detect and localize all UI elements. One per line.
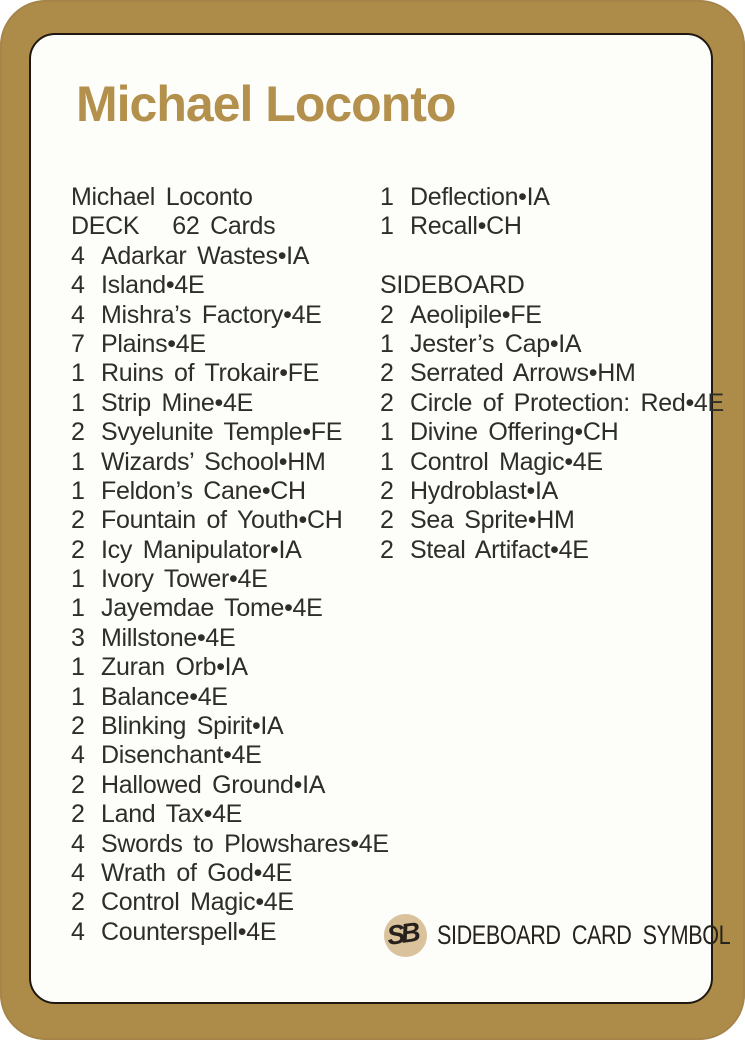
entry-qty: 1	[71, 388, 85, 417]
entry-qty: 2	[380, 506, 394, 535]
deck-entry	[71, 448, 389, 477]
entry-qty: 2	[71, 770, 85, 799]
entry-name-set: Wizards’ School•HM	[101, 447, 326, 476]
deck-entry	[71, 918, 389, 947]
deck-entry	[71, 741, 389, 770]
entry-qty: 1	[380, 212, 394, 241]
entry-name-set: Adarkar Wastes•IA	[101, 241, 310, 270]
entry-name-set: Fountain of Youth•CH	[101, 506, 343, 535]
entry-qty: 1	[71, 565, 85, 594]
sideboard-symbol-legend	[384, 914, 745, 957]
entry-name-set: Icy Manipulator•IA	[101, 535, 302, 564]
entry-name-set: Jester’s Cap•IA	[410, 329, 582, 358]
entry-qty: 3	[71, 623, 85, 652]
entry-name-set: Svyelunite Temple•FE	[101, 418, 343, 447]
deck-entry	[380, 359, 724, 388]
entry-qty: 1	[71, 359, 85, 388]
deck-entry	[380, 212, 724, 241]
entry-qty: 2	[71, 712, 85, 741]
deck-label: DECK	[71, 212, 140, 241]
entry-name-set: Ruins of Trokair•FE	[101, 359, 320, 388]
sideboard-header: SIDEBOARD	[380, 271, 525, 300]
main-deck-overflow-list	[380, 183, 724, 242]
entry-name-set: Deflection•IA	[410, 183, 550, 211]
deck-entry	[380, 418, 724, 447]
entry-qty: 1	[380, 447, 394, 476]
entry-qty: 1	[71, 682, 85, 711]
entry-name-set: Steal Artifact•4E	[410, 535, 589, 564]
card-face	[29, 33, 731, 1004]
deck-entry	[71, 242, 389, 271]
entry-qty: 1	[71, 594, 85, 623]
deck-entry	[380, 301, 724, 330]
deck-entry	[71, 301, 389, 330]
deck-entry	[71, 594, 389, 623]
entry-qty: 2	[380, 388, 394, 417]
entry-qty: 2	[71, 800, 85, 829]
deck-count: 62 Cards	[172, 212, 276, 241]
deck-entry	[71, 624, 389, 653]
deck-entry	[71, 800, 389, 829]
deck-entry	[71, 771, 389, 800]
entry-name-set: Aeolipile•FE	[410, 300, 542, 329]
deck-entry	[71, 359, 389, 388]
entry-name-set: Disenchant•4E	[101, 741, 262, 770]
deck-entry	[71, 389, 389, 418]
entry-name-set: Jayemdae Tome•4E	[101, 594, 323, 623]
deck-entry	[380, 448, 724, 477]
entry-name-set: Circle of Protection: Red•4E	[410, 388, 724, 417]
entry-qty: 1	[380, 418, 394, 447]
deck-entry	[71, 418, 389, 447]
entry-name-set: Feldon’s Cane•CH	[101, 476, 306, 505]
player-line: Michael Loconto	[71, 183, 253, 211]
entry-qty: 2	[71, 506, 85, 535]
entry-qty: 1	[380, 183, 394, 211]
entry-qty: 4	[71, 271, 85, 300]
deck-entry	[71, 830, 389, 859]
entry-qty: 2	[71, 888, 85, 917]
deck-entry	[380, 389, 724, 418]
deck-entry	[71, 330, 389, 359]
entry-name-set: Divine Offering•CH	[410, 418, 619, 447]
entry-name-set: Control Magic•4E	[410, 447, 603, 476]
entry-qty: 7	[71, 329, 85, 358]
entry-name-set: Serrated Arrows•HM	[410, 359, 636, 388]
entry-name-set: Hydroblast•IA	[410, 476, 558, 505]
entry-qty: 1	[71, 476, 85, 505]
entry-qty: 4	[71, 917, 85, 946]
entry-qty: 4	[71, 829, 85, 858]
deck-entry	[71, 888, 389, 917]
entry-name-set: Plains•4E	[101, 329, 206, 358]
deck-entry	[380, 506, 724, 535]
sb-symbol-text: SB	[384, 917, 419, 951]
entry-qty: 4	[71, 741, 85, 770]
entry-name-set: Island•4E	[101, 271, 205, 300]
sideboard-list	[380, 301, 724, 566]
entry-qty: 2	[380, 359, 394, 388]
deck-entry	[71, 536, 389, 565]
entry-qty: 1	[380, 329, 394, 358]
entry-name-set: Mishra’s Factory•4E	[101, 300, 322, 329]
entry-qty: 4	[71, 858, 85, 887]
entry-name-set: Millstone•4E	[101, 623, 236, 652]
entry-qty: 4	[71, 300, 85, 329]
entry-name-set: Balance•4E	[101, 682, 228, 711]
entry-qty: 2	[380, 300, 394, 329]
deck-entry	[380, 477, 724, 506]
deck-entry	[380, 536, 724, 565]
deck-column-right	[380, 183, 724, 565]
deck-column-left	[71, 183, 389, 947]
entry-name-set: Hallowed Ground•IA	[101, 770, 326, 799]
entry-name-set: Ivory Tower•4E	[101, 565, 268, 594]
deck-entry	[380, 330, 724, 359]
entry-name-set: Blinking Spirit•IA	[101, 712, 284, 741]
entry-name-set: Land Tax•4E	[101, 800, 243, 829]
entry-name-set: Control Magic•4E	[101, 888, 294, 917]
deck-entry	[71, 683, 389, 712]
entry-name-set: Wrath of God•4E	[101, 858, 293, 887]
entry-name-set: Strip Mine•4E	[101, 388, 253, 417]
entry-qty: 2	[380, 535, 394, 564]
player-name-title: Michael Loconto	[76, 76, 456, 132]
entry-name-set: Zuran Orb•IA	[101, 653, 248, 682]
entry-name-set: Recall•CH	[410, 212, 522, 241]
deck-entry	[71, 859, 389, 888]
entry-name-set: Swords to Plowshares•4E	[101, 829, 389, 858]
entry-name-set: Counterspell•4E	[101, 917, 277, 946]
deck-entry	[71, 712, 389, 741]
entry-name-set: Sea Sprite•HM	[410, 506, 575, 535]
sb-symbol-caption: SIDEBOARD CARD SYMBOL	[437, 920, 731, 950]
deck-entry	[71, 271, 389, 300]
deck-entry	[71, 653, 389, 682]
main-deck-list	[71, 242, 389, 947]
deck-entry	[71, 506, 389, 535]
deck-header-line	[71, 212, 389, 241]
column-spacer	[380, 242, 724, 271]
sb-symbol-icon	[384, 914, 427, 957]
entry-qty: 2	[71, 418, 85, 447]
deck-entry	[71, 477, 389, 506]
entry-qty: 1	[71, 447, 85, 476]
entry-qty: 2	[71, 535, 85, 564]
deck-entry	[380, 183, 724, 212]
deck-entry	[71, 565, 389, 594]
entry-qty: 1	[71, 653, 85, 682]
entry-qty: 2	[380, 476, 394, 505]
entry-qty: 4	[71, 241, 85, 270]
